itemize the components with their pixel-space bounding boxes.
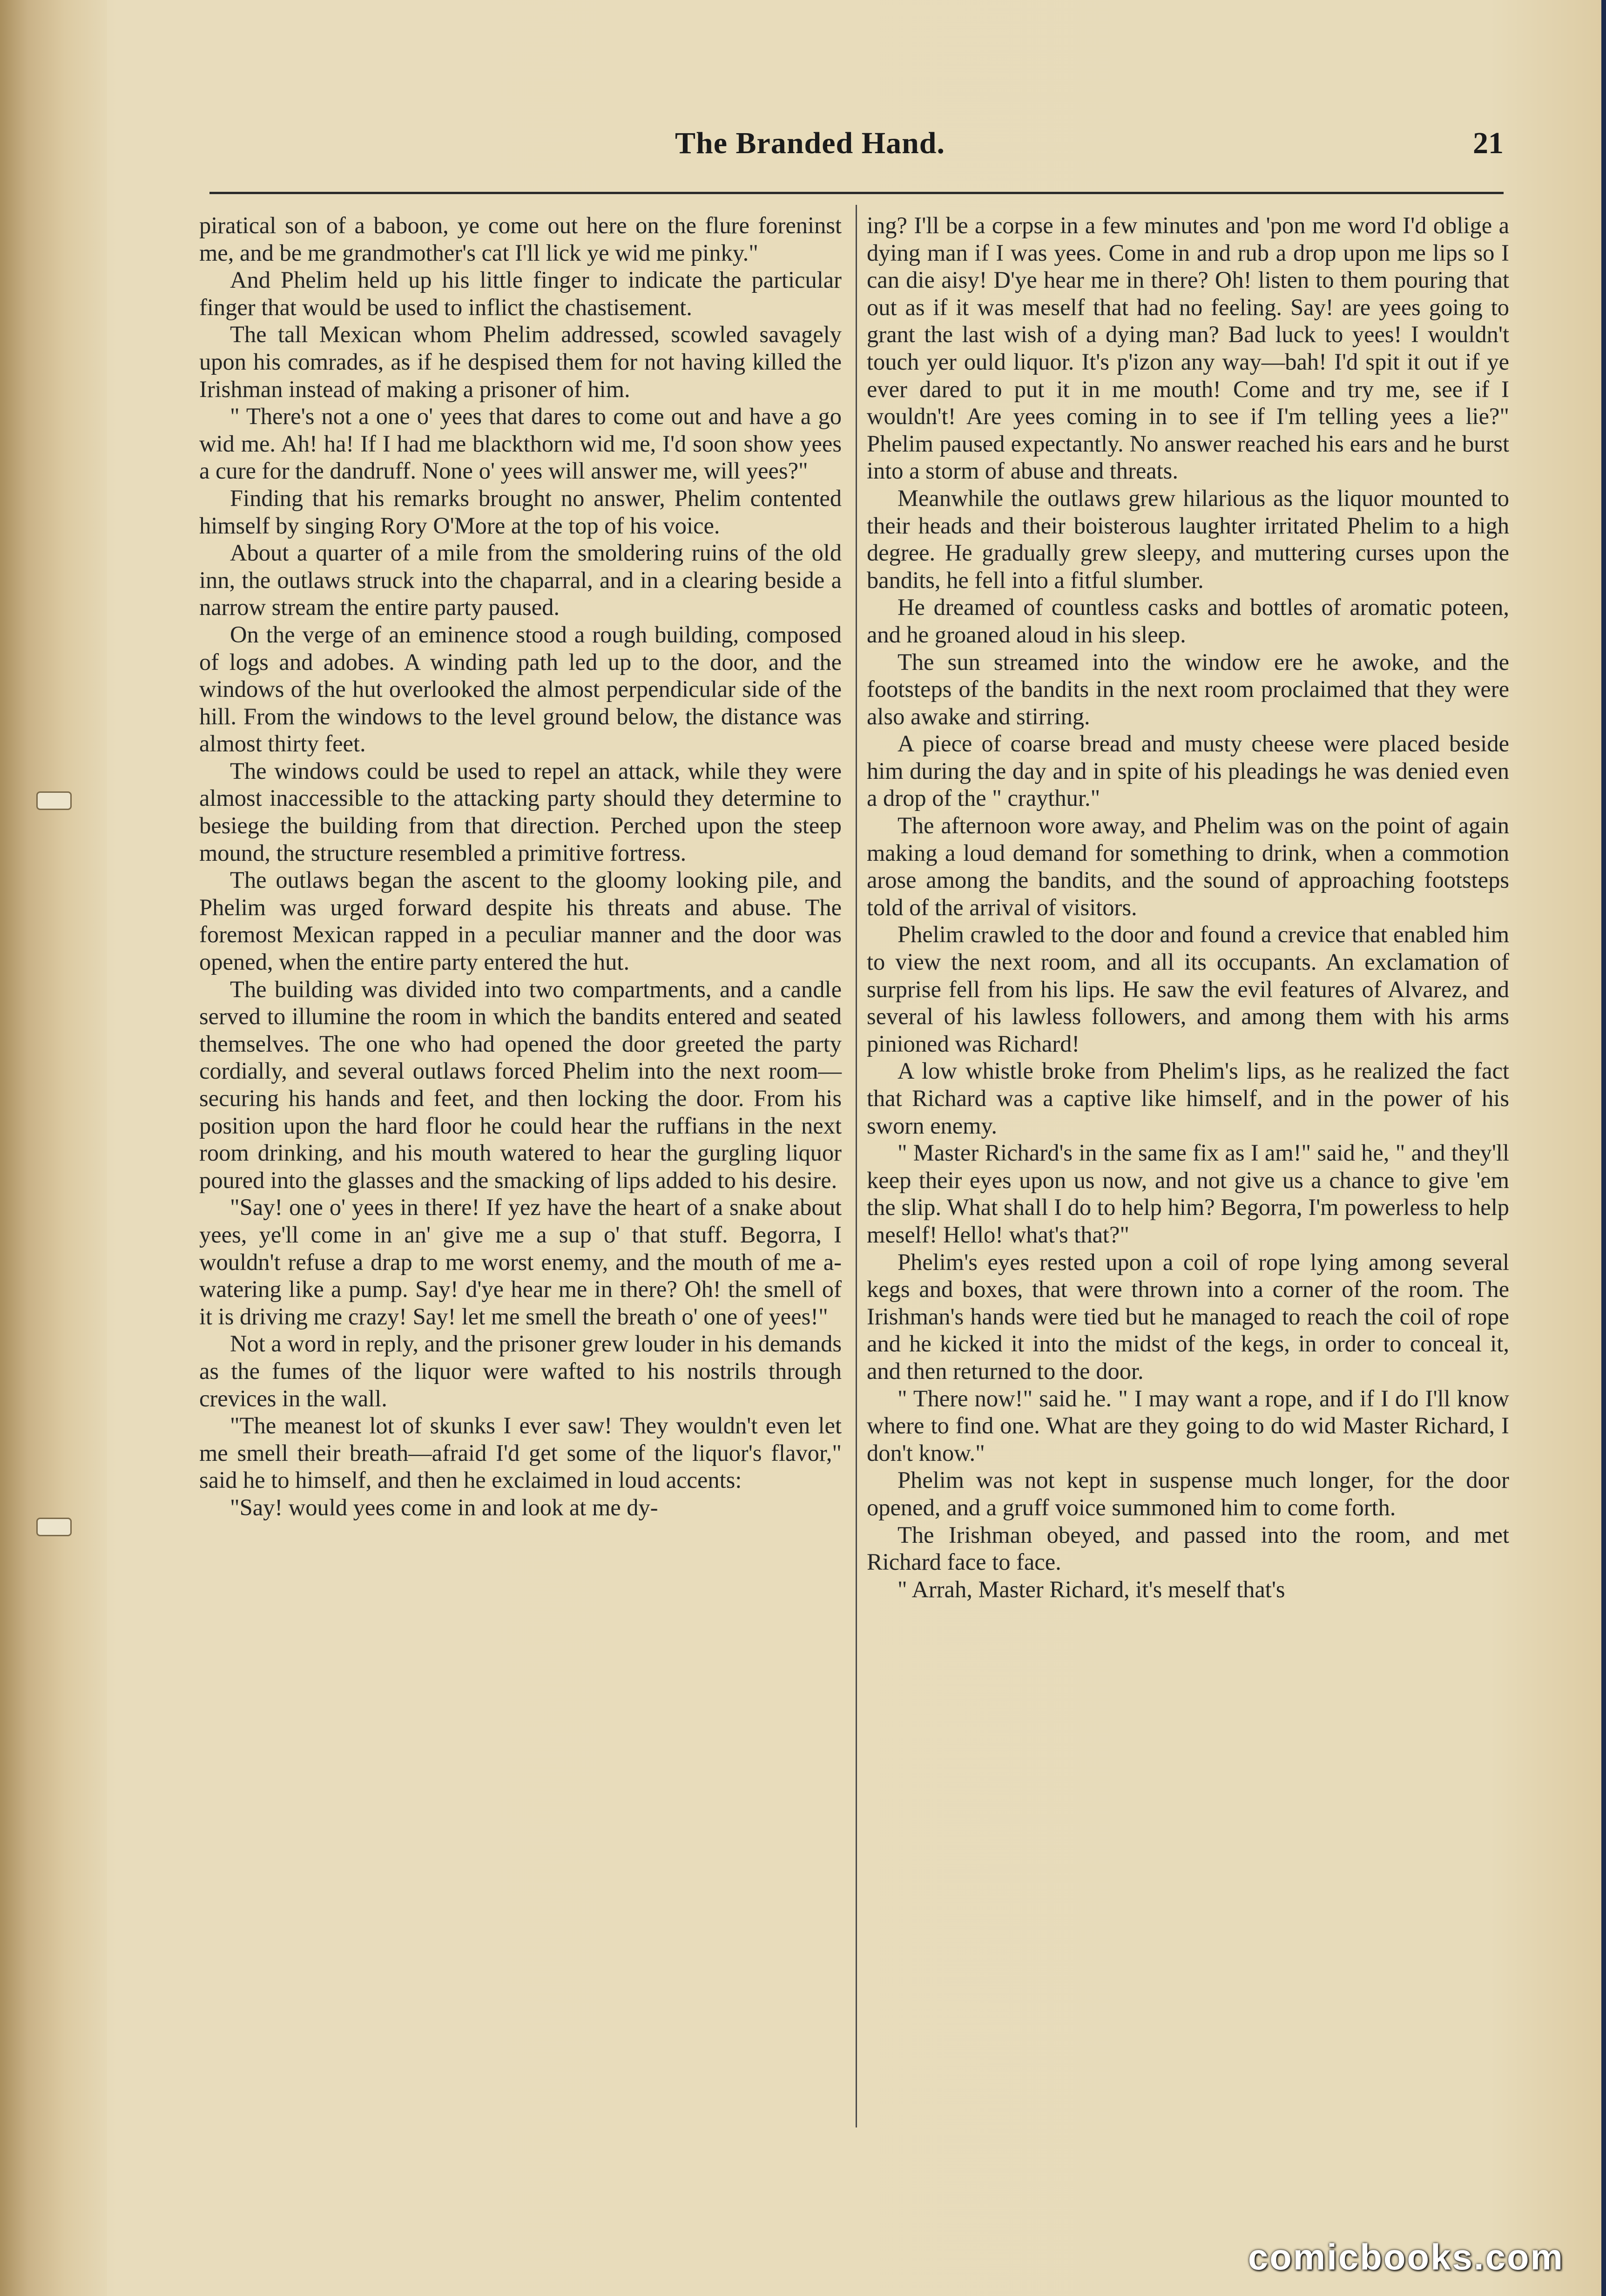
site-watermark: comicbooks.com — [1248, 2236, 1564, 2277]
paragraph: The building was divided into two compartments, and a candle served to illumine the room in which the bandits entered and seated themselves. The one who had opened the door greeted the party cordially, and several outlaws forced Phelim into the next room—securing his hands and feet, and then locking the door. From his position upon the hard floor he could hear the ruffians in the next room drinking, and his mouth watered to hear the gurgling liquor poured into the glasses and the smacking of lips added to his desire. — [199, 976, 842, 1193]
paragraph: The afternoon wore away, and Phelim was on the point of again making a loud demand for something to drink, when a commotion arose among the bandits, and the sound of approaching footsteps told of the arrival of visitors. — [867, 812, 1509, 920]
text-column-right — [867, 212, 1509, 1603]
paragraph: Meanwhile the outlaws grew hilarious as the liquor mounted to their heads and their boisterous laughter irritated Phelim to a high degree. He gradually grew sleepy, and muttering curses upon the bandits, he fell into a fitful slumber. — [867, 485, 1509, 593]
paragraph: ing? I'll be a corpse in a few minutes and 'pon me word I'd oblige a dying man if I was yees. Come in and rub a drop upon me lips so I can die aisy! D'ye hear me in there? Oh! listen to them pouring that out as if it was meself that had no feeling. Say! are yees going to grant the last wish of a dying man? Bad luck to yees! I wouldn't touch yer ould liquor. It's p'izon any way—bah! I'd spit it out if ye ever dared to put it in me mouth! Come and try me, see if I wouldn't! Are yees coming in to see if I'm telling yees a lie?" Phelim paused expectantly. No answer reached his ears and he burst into a storm of abuse and threats. — [867, 212, 1509, 484]
paragraph: Phelim crawled to the door and found a crevice that enabled him to view the next room, and all its occupants. An exclamation of surprise fell from his lips. He saw the evil features of Alvarez, and several of his lawless followers, and among them with his arms pinioned was Richard! — [867, 921, 1509, 1057]
paragraph: Phelim's eyes rested upon a coil of rope lying among several kegs and boxes, that were thrown into a corner of the room. The Irishman's hands were tied but he managed to reach the coil of rope and he kicked it into the midst of the kegs, in order to conceal it, and then returned to the door. — [867, 1249, 1509, 1384]
page-header — [209, 126, 1504, 182]
paragraph: " Master Richard's in the same fix as I am!" said he, " and they'll keep their eyes upon us now, and not give us a chance to give 'em the slip. What shall I do to help him? Begorra, I'm powerless to help meself! Hello! what's that?" — [867, 1140, 1509, 1248]
paragraph: " There's not a one o' yees that dares to come out and have a go wid me. Ah! ha! If I had me blackthorn wid me, I'd soon show yees a cure for the dandruff. None o' yees will answer me, will yees?" — [199, 403, 842, 484]
paragraph: On the verge of an eminence stood a rough building, composed of logs and adobes. A winding path led up to the door, and the windows of the hut overlooked the almost perpendicular side of the hill. From the windows to the level ground below, the distance was almost thirty feet. — [199, 621, 842, 757]
header-rule — [209, 192, 1504, 194]
paragraph: He dreamed of countless casks and bottles of aromatic poteen, and he groaned aloud in his sleep. — [867, 594, 1509, 648]
paragraph: Phelim was not kept in suspense much longer, for the door opened, and a gruff voice summoned him to come forth. — [867, 1467, 1509, 1520]
column-divider — [856, 205, 857, 2127]
paragraph: "Say! one o' yees in there! If yez have the heart of a snake about yees, ye'll come in an' give me a sup o' that stuff. Begorra, I wouldn't refuse a drap to me worst enemy, and the mouth of me a-watering like a pump. Say! d'ye hear me in there? Oh! the smell of it is driving me crazy! Say! let me smell the breath o' one of yees!" — [199, 1194, 842, 1330]
binding-stitch — [36, 1518, 72, 1536]
paragraph: "Say! would yees come in and look at me dy- — [230, 1494, 658, 1520]
paragraph: piratical son of a baboon, ye come out here on the flure foreninst me, and be me grandmother's cat I'll lick ye wid me pinky." — [199, 212, 842, 266]
paragraph: Not a word in reply, and the prisoner grew louder in his demands as the fumes of the liquor were wafted to his nostrils through crevices in the wall. — [199, 1330, 842, 1411]
paragraph: About a quarter of a mile from the smoldering ruins of the old inn, the outlaws struck into the chaparral, and in a clearing beside a narrow stream the entire party paused. — [199, 540, 842, 621]
paragraph: The sun streamed into the window ere he awoke, and the footsteps of the bandits in the next room proclaimed that they were also awake and stirring. — [867, 648, 1509, 729]
paragraph: The outlaws began the ascent to the gloomy looking pile, and Phelim was urged forward despite his threats and abuse. The foremost Mexican rapped in a peculiar manner and the door was opened, when the entire party entered the hut. — [199, 867, 842, 975]
paragraph: Finding that his remarks brought no answer, Phelim contented himself by singing Rory O'More at the top of his voice. — [199, 485, 842, 539]
running-title: The Branded Hand. — [675, 126, 945, 160]
binding-stitch — [36, 791, 72, 810]
book-spine — [0, 0, 107, 2296]
text-column-left — [199, 212, 842, 1521]
paragraph: A low whistle broke from Phelim's lips, as he realized the fact that Richard was a captive like himself, and in the power of his sworn enemy. — [867, 1058, 1509, 1139]
paragraph: "The meanest lot of skunks I ever saw! They wouldn't even let me smell their breath—afraid I'd get some of the liquor's flavor," said he to himself, and then he exclaimed in loud accents: — [199, 1412, 842, 1493]
paragraph: The windows could be used to repel an attack, while they were almost inaccessible to the attacking party should they determine to besiege the building from that direction. Perched upon the steep mound, the structure resembled a primitive fortress. — [199, 757, 842, 866]
paragraph: The Irishman obeyed, and passed into the room, and met Richard face to face. — [867, 1521, 1509, 1575]
paragraph: " There now!" said he. " I may want a rope, and if I do I'll know where to find one. What are they going to do wid Master Richard, I don't know." — [867, 1385, 1509, 1466]
paragraph: And Phelim held up his little finger to indicate the particular finger that would be used to inflict the chastisement. — [199, 267, 842, 320]
paragraph: A piece of coarse bread and musty cheese were placed beside him during the day and in spite of his pleadings he was denied even a drop of the " craythur." — [867, 730, 1509, 811]
paragraph: " Arrah, Master Richard, it's meself that's — [897, 1576, 1285, 1602]
paragraph: The tall Mexican whom Phelim addressed, scowled savagely upon his comrades, as if he despised them for not having killed the Irishman instead of making a prisoner of him. — [199, 321, 842, 402]
page-number: 21 — [1473, 126, 1504, 160]
